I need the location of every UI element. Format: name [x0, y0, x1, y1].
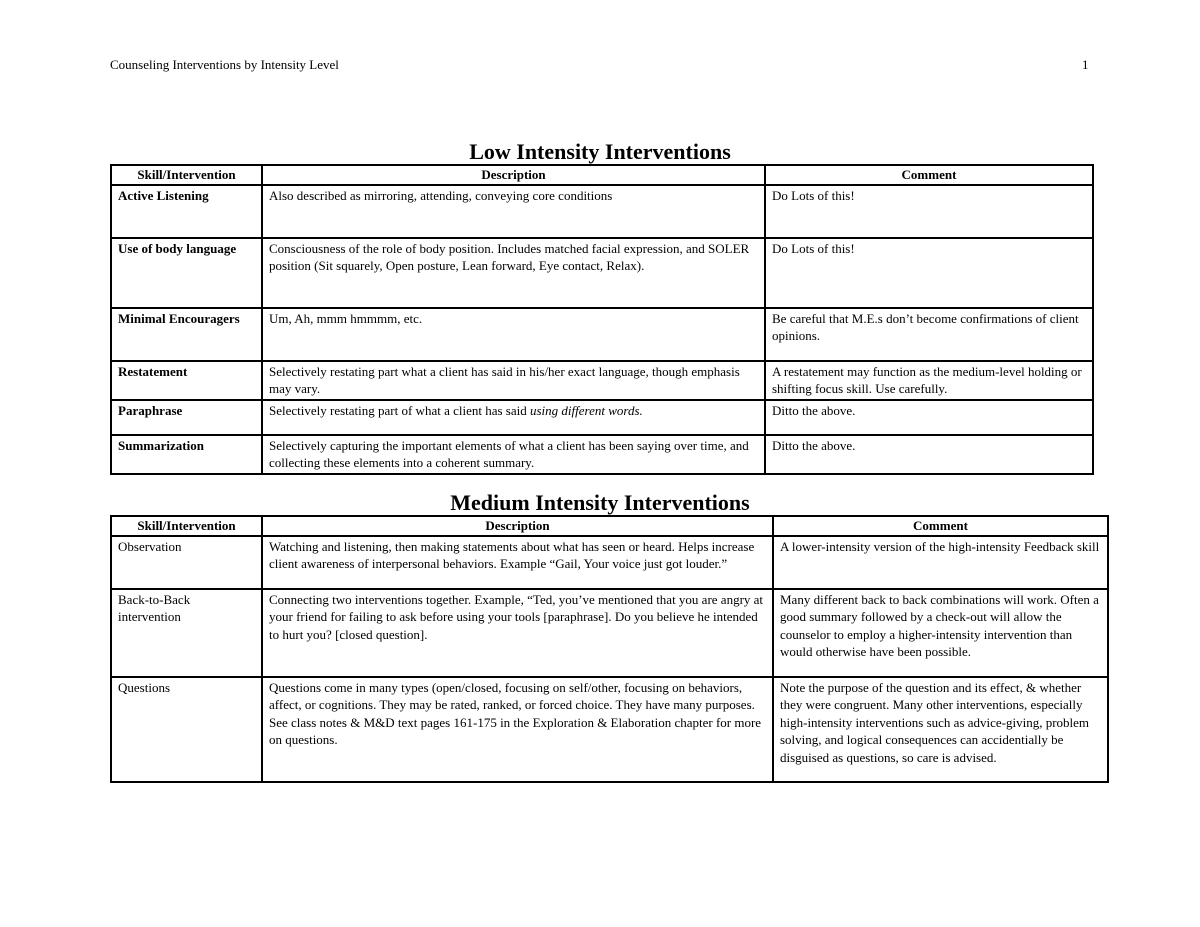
table-row	[111, 238, 1093, 308]
column-header-description: Description	[262, 516, 773, 536]
description-cell: Selectively capturing the important elements of what a client has been saying over time, and collecting these elements into a coherent summary.	[262, 435, 765, 474]
low-intensity-table	[110, 164, 1094, 475]
table-row	[111, 361, 1093, 400]
comment-cell: A restatement may function as the medium-level holding or shifting focus skill. Use carefully.	[765, 361, 1093, 400]
skill-cell: Questions	[111, 677, 262, 782]
low-intensity-title: Low Intensity Interventions	[469, 139, 731, 164]
page-number: 1	[1082, 57, 1089, 72]
description-cell: Connecting two interventions together. Example, “Ted, you’ve mentioned that you are angry at your friend for failing to ask before using your tools [paraphrase]. Do you believe he intended to hurt you? [closed question].	[262, 589, 773, 677]
column-header-description: Description	[262, 165, 765, 185]
table-row	[111, 677, 1108, 782]
description-cell: Consciousness of the role of body position. Includes matched facial expression, and SOLER position (Sit squarely, Open posture, Lean forward, Eye contact, Relax).	[262, 238, 765, 308]
column-header-comment: Comment	[765, 165, 1093, 185]
description-cell: Questions come in many types (open/closed, focusing on self/other, focusing on behaviors, affect, or cognitions. They may be rated, ranked, or forced choice. They have many purposes. See class notes & M&D text pages 161-175 in the Exploration & Elaboration chapter for more on questions.	[262, 677, 773, 782]
description-emphasis: using different words.	[530, 402, 643, 418]
comment-cell: Do Lots of this!	[765, 238, 1093, 308]
table-row	[111, 308, 1093, 361]
column-header-skill: Skill/Intervention	[111, 516, 262, 536]
comment-cell: Note the purpose of the question and its effect, & whether they were congruent. Many other interventions, especially high-intensity interventions such as advice-giving, problem solving, and logical consequences can accidentially be disguised as questions, so care is advised.	[773, 677, 1108, 782]
skill-cell: Summarization	[111, 435, 262, 474]
table-row	[111, 185, 1093, 238]
table-row	[111, 536, 1108, 589]
table-row	[111, 435, 1093, 474]
comment-cell: Do Lots of this!	[765, 185, 1093, 238]
table-row	[111, 589, 1108, 677]
skill-cell: Back-to-Back intervention	[111, 589, 262, 677]
comment-cell: Many different back to back combinations will work. Often a good summary followed by a check-out will allow the counselor to employ a higher-intensity intervention than would otherwise have been possible.	[773, 589, 1108, 677]
description-cell: Watching and listening, then making statements about what has seen or heard. Helps increase client awareness of interpersonal behaviors. Example “Gail, Your voice just got louder.”	[262, 536, 773, 589]
skill-cell: Observation	[111, 536, 262, 589]
table-header-row	[111, 165, 1093, 185]
description-cell: Selectively restating part what a client has said in his/her exact language, though emphasis may vary.	[262, 361, 765, 400]
comment-cell: A lower-intensity version of the high-intensity Feedback skill	[773, 536, 1108, 589]
medium-intensity-table	[110, 515, 1109, 783]
comment-cell: Be careful that M.E.s don’t become confirmations of client opinions.	[765, 308, 1093, 361]
description-cell: Also described as mirroring, attending, conveying core conditions	[262, 185, 765, 238]
table-header-row	[111, 516, 1108, 536]
description-text: Selectively restating part of what a client has said	[269, 402, 530, 418]
description-cell	[262, 400, 765, 435]
skill-cell: Active Listening	[111, 185, 262, 238]
comment-cell: Ditto the above.	[765, 400, 1093, 435]
description-cell: Um, Ah, mmm hmmmm, etc.	[262, 308, 765, 361]
running-header-title: Counseling Interventions by Intensity Level	[110, 57, 339, 72]
skill-cell: Restatement	[111, 361, 262, 400]
table-row	[111, 400, 1093, 435]
skill-cell: Paraphrase	[111, 400, 262, 435]
column-header-comment: Comment	[773, 516, 1108, 536]
medium-intensity-title: Medium Intensity Interventions	[450, 490, 750, 515]
comment-cell: Ditto the above.	[765, 435, 1093, 474]
skill-cell: Minimal Encouragers	[111, 308, 262, 361]
column-header-skill: Skill/Intervention	[111, 165, 262, 185]
skill-cell: Use of body language	[111, 238, 262, 308]
